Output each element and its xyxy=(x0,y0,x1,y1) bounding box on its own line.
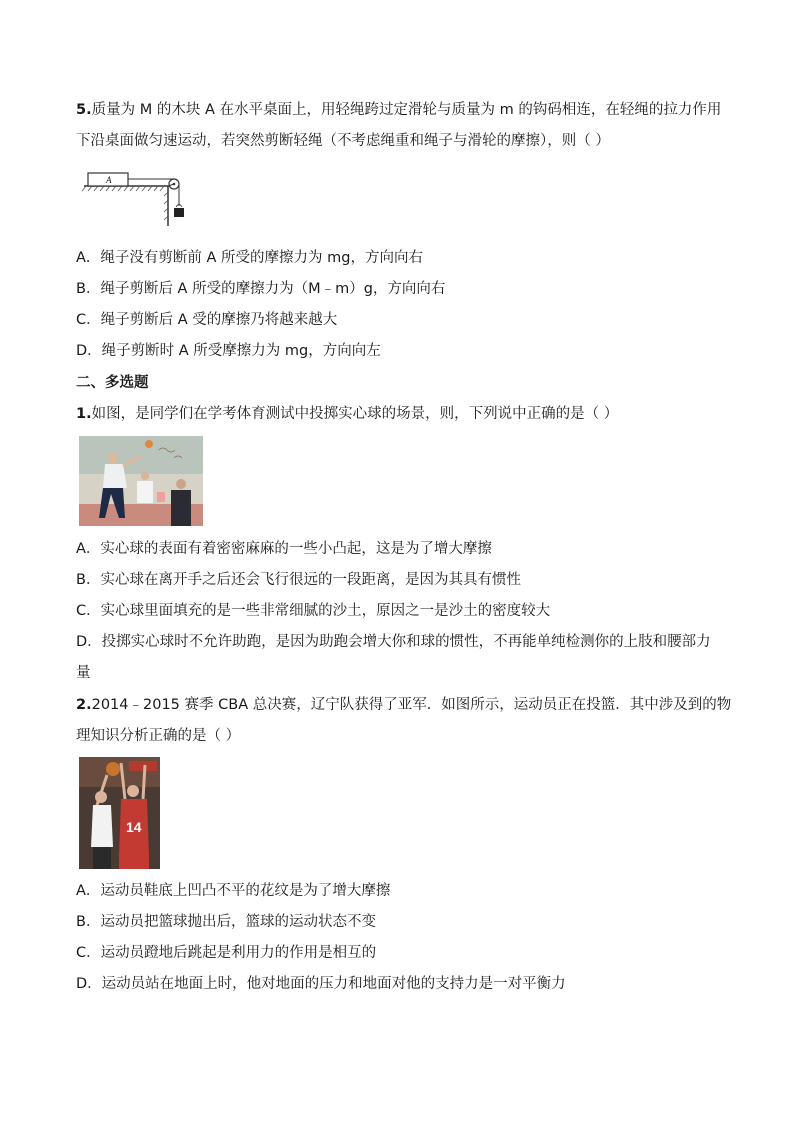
m1-option-d: D．投掷实心球时不允许助跑，是因为助跑会增大你和球的惯性，不再能单纯检测你的上肢和腰部力 xyxy=(76,634,711,650)
section-title: 二、多选题 xyxy=(76,375,149,391)
shot-put-photo xyxy=(79,436,203,526)
question-number: 5. xyxy=(76,102,92,118)
question-number: 1. xyxy=(76,406,92,422)
pulley-diagram xyxy=(80,170,192,228)
m2-stem-line2: 理知识分析正确的是（ ） xyxy=(76,728,241,744)
q5-option-b: B．绳子剪断后 A 所受的摩擦力为（M﹣m）g，方向向右 xyxy=(76,281,446,297)
m1-stem: 1.如图，是同学们在学考体育测试中投掷实心球的场景，则，下列说中正确的是（ ） xyxy=(76,406,619,422)
q5-option-d: D．绳子剪断时 A 所受摩擦力为 mg，方向向左 xyxy=(76,343,381,359)
q5-stem-line1: 5.质量为 M 的木块 A 在水平桌面上，用轻绳跨过定滑轮与质量为 m 的钩码相连，在轻绳的拉力作用 xyxy=(76,102,722,118)
m2-option-b: B．运动员把篮球抛出后，篮球的运动状态不变 xyxy=(76,914,376,930)
m1-option-d-continued: 量 xyxy=(76,665,91,681)
m1-option-b: B．实心球在离开手之后还会飞行很远的一段距离，是因为其具有惯性 xyxy=(76,572,521,588)
q5-stem-line2: 下沿桌面做匀速运动，若突然剪断轻绳（不考虑绳重和绳子与滑轮的摩擦），则（ ） xyxy=(76,133,610,149)
jersey-number: 14 xyxy=(126,819,142,835)
block-a-label: A xyxy=(106,175,112,185)
question-number: 2. xyxy=(76,697,92,713)
q5-option-a: A．绳子没有剪断前 A 所受的摩擦力为 mg，方向向右 xyxy=(76,250,423,266)
hook-weight xyxy=(174,208,184,217)
m1-option-a: A．实心球的表面有着密密麻麻的一些小凸起，这是为了增大摩擦 xyxy=(76,541,492,557)
m2-option-a: A．运动员鞋底上凹凸不平的花纹是为了增大摩擦 xyxy=(76,883,391,899)
m2-stem-line1: 2.2014﹣2015 赛季 CBA 总决赛，辽宁队获得了亚军．如图所示，运动员正在投篮．其中涉及到的物 xyxy=(76,697,732,713)
m2-option-c: C．运动员蹬地后跳起是利用力的作用是相互的 xyxy=(76,945,377,961)
m1-option-c: C．实心球里面填充的是一些非常细腻的沙土，原因之一是沙土的密度较大 xyxy=(76,603,551,619)
basketball-photo xyxy=(79,757,160,869)
q5-option-c: C．绳子剪断后 A 受的摩擦乃将越来越大 xyxy=(76,312,338,328)
m2-option-d: D．运动员站在地面上时，他对地面的压力和地面对他的支持力是一对平衡力 xyxy=(76,976,566,992)
